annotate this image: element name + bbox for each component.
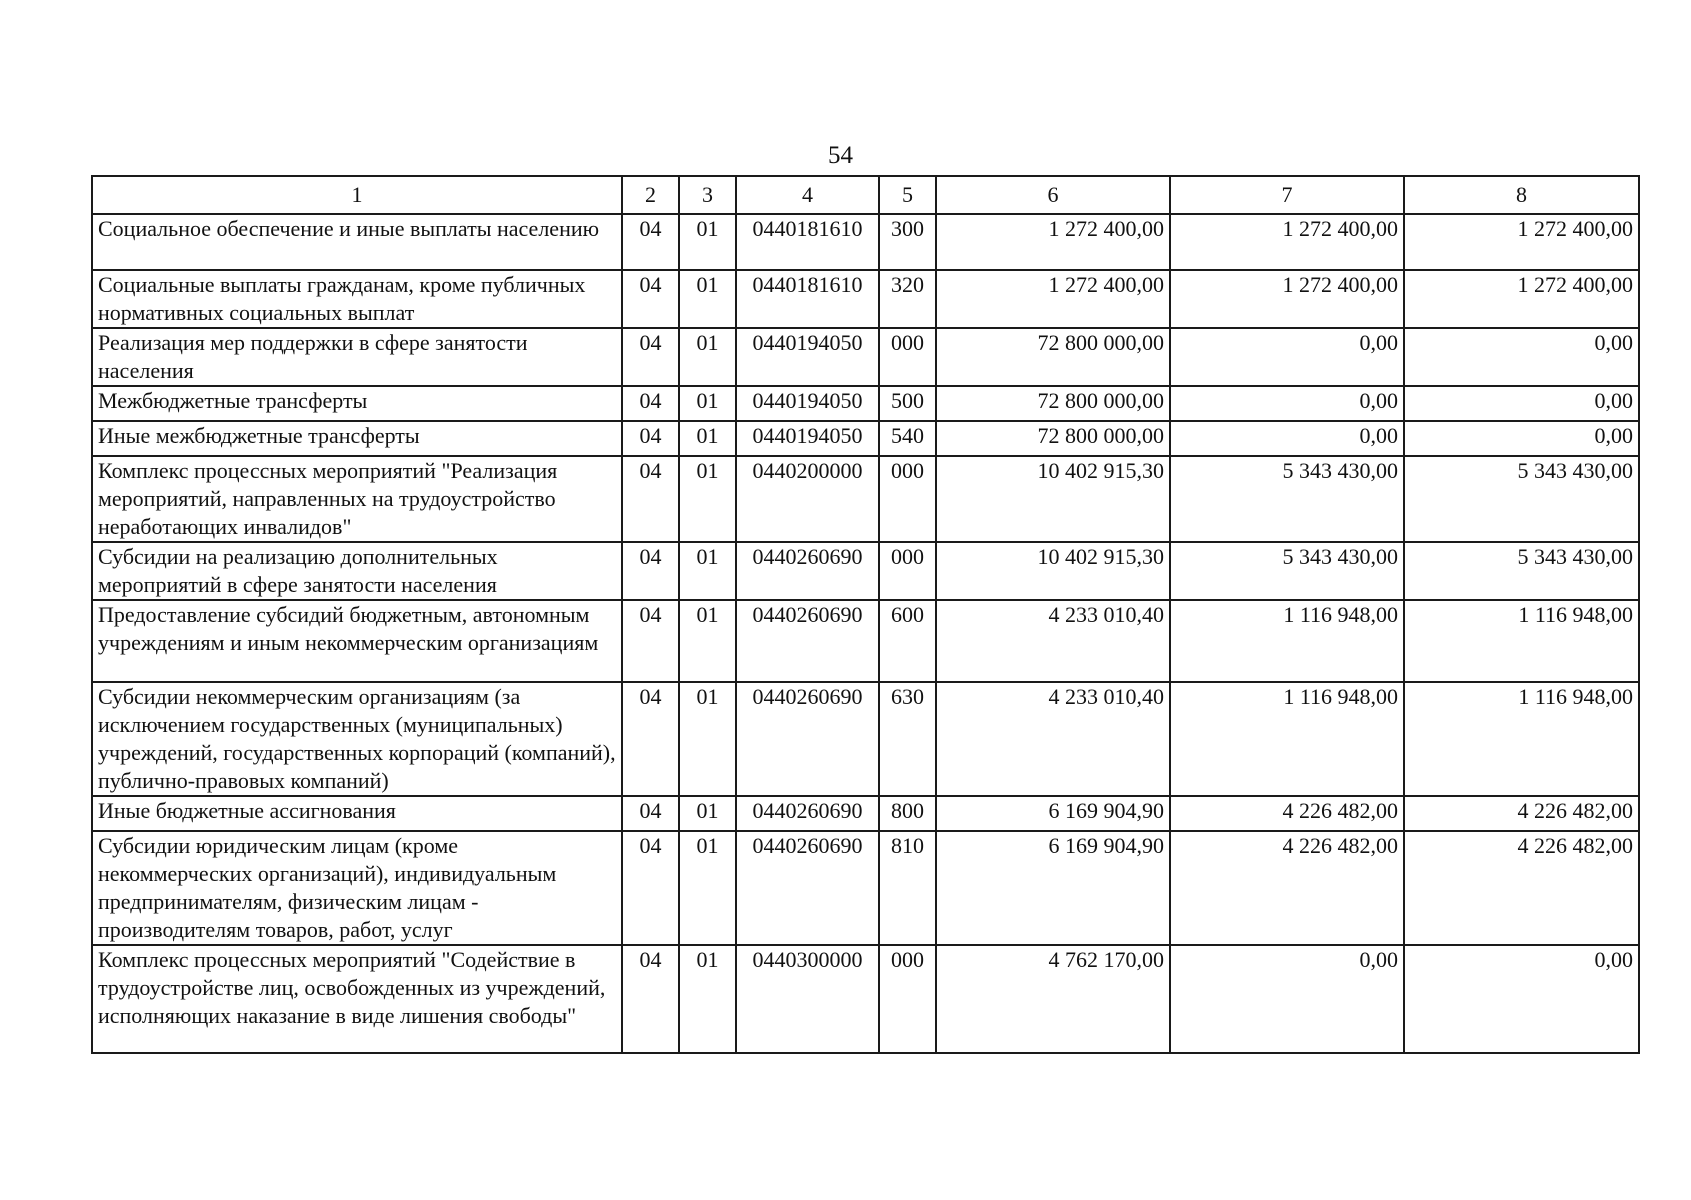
amount-col6-cell: 1 272 400,00 bbox=[936, 214, 1170, 270]
row-name-cell: Иные бюджетные ассигнования bbox=[92, 796, 622, 831]
amount-col6-cell: 4 233 010,40 bbox=[936, 600, 1170, 682]
expense-type-cell: 300 bbox=[879, 214, 936, 270]
amount-col8-cell: 1 116 948,00 bbox=[1404, 600, 1639, 682]
table-row bbox=[92, 214, 1639, 270]
amount-col8-cell: 0,00 bbox=[1404, 945, 1639, 1053]
subsection-code-cell: 01 bbox=[679, 796, 736, 831]
target-article-cell: 0440194050 bbox=[736, 421, 879, 456]
amount-col6-cell: 72 800 000,00 bbox=[936, 328, 1170, 386]
amount-col7-cell: 4 226 482,00 bbox=[1170, 831, 1404, 945]
subsection-code-cell: 01 bbox=[679, 831, 736, 945]
amount-col7-cell: 1 272 400,00 bbox=[1170, 270, 1404, 328]
amount-col8-cell: 5 343 430,00 bbox=[1404, 542, 1639, 600]
target-article-cell: 0440260690 bbox=[736, 600, 879, 682]
column-header: 4 bbox=[736, 176, 879, 214]
amount-col7-cell: 4 226 482,00 bbox=[1170, 796, 1404, 831]
amount-col6-cell: 72 800 000,00 bbox=[936, 421, 1170, 456]
column-header: 5 bbox=[879, 176, 936, 214]
section-code-cell: 04 bbox=[622, 421, 679, 456]
expense-type-cell: 600 bbox=[879, 600, 936, 682]
row-name-cell: Социальные выплаты гражданам, кроме публичных нормативных социальных выплат bbox=[92, 270, 622, 328]
section-code-cell: 04 bbox=[622, 831, 679, 945]
expense-type-cell: 540 bbox=[879, 421, 936, 456]
target-article-cell: 0440181610 bbox=[736, 214, 879, 270]
column-header: 1 bbox=[92, 176, 622, 214]
expense-type-cell: 000 bbox=[879, 542, 936, 600]
row-name-cell: Субсидии на реализацию дополнительных мероприятий в сфере занятости населения bbox=[92, 542, 622, 600]
target-article-cell: 0440194050 bbox=[736, 328, 879, 386]
target-article-cell: 0440181610 bbox=[736, 270, 879, 328]
row-name-cell: Реализация мер поддержки в сфере занятости населения bbox=[92, 328, 622, 386]
amount-col6-cell: 4 762 170,00 bbox=[936, 945, 1170, 1053]
amount-col8-cell: 1 116 948,00 bbox=[1404, 682, 1639, 796]
subsection-code-cell: 01 bbox=[679, 328, 736, 386]
target-article-cell: 0440260690 bbox=[736, 682, 879, 796]
amount-col7-cell: 0,00 bbox=[1170, 421, 1404, 456]
section-code-cell: 04 bbox=[622, 270, 679, 328]
amount-col6-cell: 6 169 904,90 bbox=[936, 796, 1170, 831]
amount-col6-cell: 10 402 915,30 bbox=[936, 542, 1170, 600]
table-row bbox=[92, 270, 1639, 328]
amount-col7-cell: 1 272 400,00 bbox=[1170, 214, 1404, 270]
amount-col8-cell: 1 272 400,00 bbox=[1404, 214, 1639, 270]
row-name-cell: Субсидии некоммерческим организациям (за исключением государственных (муниципальных) учреждений, государственных корпораций (компаний), публично-правовых компаний) bbox=[92, 682, 622, 796]
amount-col6-cell: 4 233 010,40 bbox=[936, 682, 1170, 796]
subsection-code-cell: 01 bbox=[679, 542, 736, 600]
subsection-code-cell: 01 bbox=[679, 945, 736, 1053]
target-article-cell: 0440260690 bbox=[736, 542, 879, 600]
amount-col7-cell: 0,00 bbox=[1170, 386, 1404, 421]
page-number: 54 bbox=[828, 142, 853, 169]
expense-type-cell: 800 bbox=[879, 796, 936, 831]
amount-col7-cell: 5 343 430,00 bbox=[1170, 456, 1404, 542]
expense-type-cell: 000 bbox=[879, 328, 936, 386]
column-header: 8 bbox=[1404, 176, 1639, 214]
amount-col8-cell: 4 226 482,00 bbox=[1404, 796, 1639, 831]
amount-col7-cell: 0,00 bbox=[1170, 328, 1404, 386]
amount-col8-cell: 0,00 bbox=[1404, 386, 1639, 421]
column-header: 3 bbox=[679, 176, 736, 214]
table-row bbox=[92, 796, 1639, 831]
amount-col8-cell: 1 272 400,00 bbox=[1404, 270, 1639, 328]
target-article-cell: 0440300000 bbox=[736, 945, 879, 1053]
subsection-code-cell: 01 bbox=[679, 421, 736, 456]
table-row bbox=[92, 831, 1639, 945]
section-code-cell: 04 bbox=[622, 600, 679, 682]
target-article-cell: 0440200000 bbox=[736, 456, 879, 542]
section-code-cell: 04 bbox=[622, 456, 679, 542]
amount-col6-cell: 6 169 904,90 bbox=[936, 831, 1170, 945]
amount-col8-cell: 0,00 bbox=[1404, 328, 1639, 386]
row-name-cell: Иные межбюджетные трансферты bbox=[92, 421, 622, 456]
table-row bbox=[92, 682, 1639, 796]
amount-col8-cell: 5 343 430,00 bbox=[1404, 456, 1639, 542]
amount-col8-cell: 0,00 bbox=[1404, 421, 1639, 456]
expense-type-cell: 000 bbox=[879, 456, 936, 542]
section-code-cell: 04 bbox=[622, 682, 679, 796]
column-header: 2 bbox=[622, 176, 679, 214]
row-name-cell: Субсидии юридическим лицам (кроме некоммерческих организаций), индивидуальным предпринимателям, физическим лицам - производителям товаров, работ, услуг bbox=[92, 831, 622, 945]
amount-col6-cell: 10 402 915,30 bbox=[936, 456, 1170, 542]
section-code-cell: 04 bbox=[622, 945, 679, 1053]
subsection-code-cell: 01 bbox=[679, 682, 736, 796]
expense-type-cell: 320 bbox=[879, 270, 936, 328]
table-row bbox=[92, 600, 1639, 682]
section-code-cell: 04 bbox=[622, 328, 679, 386]
row-name-cell: Комплекс процессных мероприятий "Содействие в трудоустройстве лиц, освобожденных из учреждений, исполняющих наказание в виде лишения свободы" bbox=[92, 945, 622, 1053]
row-name-cell: Комплекс процессных мероприятий "Реализация мероприятий, направленных на трудоустройство неработающих инвалидов" bbox=[92, 456, 622, 542]
header-row bbox=[92, 176, 1639, 214]
row-name-cell: Межбюджетные трансферты bbox=[92, 386, 622, 421]
target-article-cell: 0440194050 bbox=[736, 386, 879, 421]
table-row bbox=[92, 421, 1639, 456]
expense-type-cell: 500 bbox=[879, 386, 936, 421]
table-row bbox=[92, 542, 1639, 600]
expense-type-cell: 810 bbox=[879, 831, 936, 945]
target-article-cell: 0440260690 bbox=[736, 831, 879, 945]
subsection-code-cell: 01 bbox=[679, 600, 736, 682]
section-code-cell: 04 bbox=[622, 542, 679, 600]
row-name-cell: Социальное обеспечение и иные выплаты населению bbox=[92, 214, 622, 270]
expense-type-cell: 630 bbox=[879, 682, 936, 796]
subsection-code-cell: 01 bbox=[679, 456, 736, 542]
section-code-cell: 04 bbox=[622, 386, 679, 421]
subsection-code-cell: 01 bbox=[679, 270, 736, 328]
budget-table bbox=[91, 175, 1640, 1054]
amount-col7-cell: 1 116 948,00 bbox=[1170, 682, 1404, 796]
amount-col7-cell: 5 343 430,00 bbox=[1170, 542, 1404, 600]
table-row bbox=[92, 386, 1639, 421]
amount-col8-cell: 4 226 482,00 bbox=[1404, 831, 1639, 945]
amount-col7-cell: 0,00 bbox=[1170, 945, 1404, 1053]
table-row bbox=[92, 456, 1639, 542]
table-row bbox=[92, 945, 1639, 1053]
column-header: 7 bbox=[1170, 176, 1404, 214]
section-code-cell: 04 bbox=[622, 214, 679, 270]
amount-col6-cell: 72 800 000,00 bbox=[936, 386, 1170, 421]
table-row bbox=[92, 328, 1639, 386]
amount-col7-cell: 1 116 948,00 bbox=[1170, 600, 1404, 682]
target-article-cell: 0440260690 bbox=[736, 796, 879, 831]
row-name-cell: Предоставление субсидий бюджетным, автономным учреждениям и иным некоммерческим организациям bbox=[92, 600, 622, 682]
subsection-code-cell: 01 bbox=[679, 214, 736, 270]
subsection-code-cell: 01 bbox=[679, 386, 736, 421]
column-header: 6 bbox=[936, 176, 1170, 214]
amount-col6-cell: 1 272 400,00 bbox=[936, 270, 1170, 328]
section-code-cell: 04 bbox=[622, 796, 679, 831]
expense-type-cell: 000 bbox=[879, 945, 936, 1053]
